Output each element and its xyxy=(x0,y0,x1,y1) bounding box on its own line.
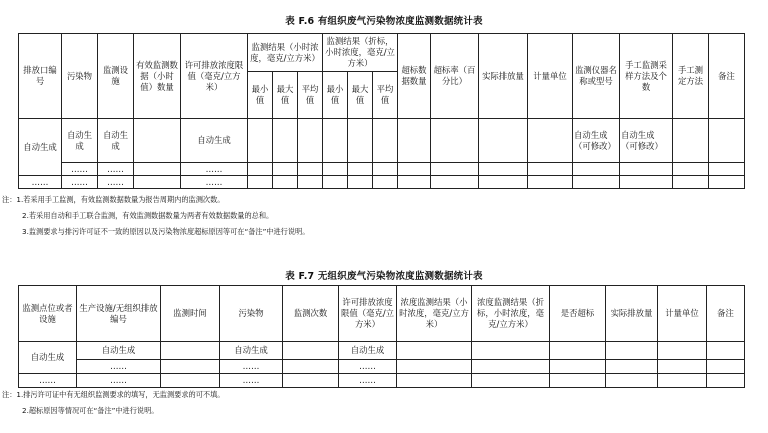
cell-instrument: 自动生成（可修改） xyxy=(573,119,620,163)
cell-empty xyxy=(398,163,431,176)
cell-empty xyxy=(273,176,298,189)
header-avg: 平均值 xyxy=(373,72,398,119)
cell-empty xyxy=(248,176,273,189)
cell-empty xyxy=(323,176,348,189)
header-exceed-count: 超标数据数量 xyxy=(398,34,431,119)
header-pollutant: 污染物 xyxy=(220,286,283,342)
cell-ellipsis: …… xyxy=(62,176,98,189)
cell-empty xyxy=(161,374,220,388)
header-exceed-rate: 超标率（百分比） xyxy=(431,34,479,119)
cell-empty xyxy=(397,360,472,374)
cell-empty xyxy=(397,374,472,388)
table-row xyxy=(19,163,745,176)
header-exceed: 是否超标 xyxy=(550,286,606,342)
cell-empty xyxy=(283,360,339,374)
table-f7-title: 表 F.7 无组织废气污染物浓度监测数据统计表 xyxy=(285,271,483,282)
cell-empty xyxy=(348,176,373,189)
cell-ellipsis: …… xyxy=(339,374,397,388)
cell-empty xyxy=(606,374,658,388)
header-remark: 备注 xyxy=(707,286,745,342)
cell-empty xyxy=(673,163,709,176)
cell-empty xyxy=(528,176,573,189)
cell-empty xyxy=(323,163,348,176)
cell-empty xyxy=(134,163,181,176)
header-result-standard: 监测结果（折标，小时浓度，毫克/立方米） xyxy=(323,34,398,72)
header-manual-sampling: 手工监测采样方法及个数 xyxy=(620,34,673,119)
cell-empty xyxy=(248,163,273,176)
table-f7-note-1: 注：1.排污许可证中有无组织监测要求的填写，无监测要求的可不填。 xyxy=(2,390,225,399)
header-actual-emission: 实际排放量 xyxy=(606,286,658,342)
cell-empty xyxy=(550,342,606,360)
cell-empty xyxy=(479,119,528,163)
header-unit: 计量单位 xyxy=(528,34,573,119)
header-max: 最大值 xyxy=(273,72,298,119)
cell-manual-sampling: 自动生成（可修改） xyxy=(620,119,673,163)
header-monitoring-point: 监测点位或者设施 xyxy=(19,286,77,342)
cell-empty xyxy=(348,163,373,176)
table-f6-title: 表 F.6 有组织废气污染物浓度监测数据统计表 xyxy=(285,16,483,27)
cell-empty xyxy=(273,163,298,176)
cell-empty xyxy=(673,119,709,163)
cell-empty xyxy=(528,119,573,163)
table-f6-note-3: 3.监测要求与排污许可证不一致的原因以及污染物浓度超标原因等可在“备注”中进行说明。 xyxy=(22,227,310,236)
header-permit-limit: 许可排放浓度限值（毫克/立方米） xyxy=(181,34,248,119)
table-row xyxy=(19,374,745,388)
header-monitoring-time: 监测时间 xyxy=(161,286,220,342)
cell-empty xyxy=(373,176,398,189)
cell-pollutant: 自动生成 xyxy=(62,119,98,163)
header-avg: 平均值 xyxy=(298,72,323,119)
cell-empty xyxy=(398,119,431,163)
cell-empty xyxy=(298,163,323,176)
cell-ellipsis: …… xyxy=(181,176,248,189)
cell-empty xyxy=(273,119,298,163)
cell-empty xyxy=(620,176,673,189)
header-production-facility: 生产设施/无组织排放编号 xyxy=(77,286,161,342)
header-result-hourly: 监测结果（小时浓度，毫克/立方米） xyxy=(248,34,323,72)
cell-empty xyxy=(709,176,745,189)
cell-ellipsis: …… xyxy=(339,360,397,374)
header-result: 浓度监测结果（小时浓度，毫克/立方米） xyxy=(397,286,472,342)
header-actual-emission: 实际排放量 xyxy=(479,34,528,119)
cell-empty xyxy=(431,119,479,163)
cell-pollutant: 自动生成 xyxy=(220,342,283,360)
cell-ellipsis: …… xyxy=(62,163,98,176)
cell-empty xyxy=(606,360,658,374)
header-permit-limit: 许可排放浓度限值（毫克/立方米） xyxy=(339,286,397,342)
cell-empty xyxy=(472,342,550,360)
cell-empty xyxy=(573,163,620,176)
table-f7-header-row xyxy=(19,286,745,342)
cell-empty xyxy=(283,342,339,360)
cell-empty xyxy=(248,119,273,163)
cell-empty xyxy=(472,360,550,374)
cell-ellipsis: …… xyxy=(181,163,248,176)
cell-empty xyxy=(479,176,528,189)
cell-empty xyxy=(658,374,707,388)
table-f6 xyxy=(18,33,745,189)
header-pollutant: 污染物 xyxy=(62,34,98,119)
header-unit: 计量单位 xyxy=(658,286,707,342)
cell-empty xyxy=(298,176,323,189)
cell-empty xyxy=(398,176,431,189)
cell-empty xyxy=(283,374,339,388)
table-f6-note-1: 注：1.若采用手工监测，有效监测数据数量为报告周期内的监测次数。 xyxy=(2,195,225,204)
cell-facility: 自动生成 xyxy=(77,342,161,360)
table-f6-note-2: 2.若采用自动和手工联合监测，有效监测数据数量为两者有效数据数量的总和。 xyxy=(22,211,274,220)
cell-empty xyxy=(161,342,220,360)
cell-facility: 自动生成 xyxy=(98,119,134,163)
header-instrument: 监测仪器名称或型号 xyxy=(573,34,620,119)
cell-empty xyxy=(709,119,745,163)
table-row xyxy=(19,119,745,163)
cell-point: 自动生成 xyxy=(19,342,77,374)
cell-empty xyxy=(431,163,479,176)
cell-empty xyxy=(397,342,472,360)
cell-empty xyxy=(550,360,606,374)
header-result-standard: 浓度监测结果（折标，小时浓度，毫克/立方米） xyxy=(472,286,550,342)
header-outlet-id: 排放口编号 xyxy=(19,34,62,119)
cell-limit: 自动生成 xyxy=(339,342,397,360)
cell-ellipsis: …… xyxy=(77,374,161,388)
cell-empty xyxy=(528,163,573,176)
cell-empty xyxy=(479,163,528,176)
cell-outlet: 自动生成 xyxy=(19,119,62,176)
table-row xyxy=(19,176,745,189)
cell-empty xyxy=(658,360,707,374)
cell-ellipsis: …… xyxy=(19,176,62,189)
cell-empty xyxy=(620,163,673,176)
cell-empty xyxy=(707,360,745,374)
header-monitoring-facility: 监测设施 xyxy=(98,34,134,119)
table-row xyxy=(19,342,745,360)
table-f7-note-2: 2.超标原因等情况可在“备注”中进行说明。 xyxy=(22,406,159,415)
cell-ellipsis: …… xyxy=(77,360,161,374)
cell-ellipsis: …… xyxy=(220,360,283,374)
header-min: 最小值 xyxy=(248,72,273,119)
header-monitoring-count: 监测次数 xyxy=(283,286,339,342)
cell-limit: 自动生成 xyxy=(181,119,248,163)
table-f6-header-row xyxy=(19,34,745,72)
header-valid-count: 有效监测数据（小时值）数量 xyxy=(134,34,181,119)
cell-empty xyxy=(134,176,181,189)
cell-ellipsis: …… xyxy=(19,374,77,388)
cell-empty xyxy=(431,176,479,189)
cell-empty xyxy=(707,342,745,360)
cell-empty xyxy=(134,119,181,163)
cell-empty xyxy=(573,176,620,189)
header-min: 最小值 xyxy=(323,72,348,119)
cell-empty xyxy=(161,360,220,374)
header-remark: 备注 xyxy=(709,34,745,119)
cell-empty xyxy=(373,163,398,176)
table-row xyxy=(19,360,745,374)
cell-empty xyxy=(550,374,606,388)
cell-empty xyxy=(348,119,373,163)
cell-empty xyxy=(323,119,348,163)
table-f7 xyxy=(18,285,745,388)
cell-empty xyxy=(709,163,745,176)
cell-empty xyxy=(373,119,398,163)
header-max: 最大值 xyxy=(348,72,373,119)
cell-empty xyxy=(606,342,658,360)
cell-empty xyxy=(658,342,707,360)
cell-empty xyxy=(707,374,745,388)
cell-ellipsis: …… xyxy=(98,163,134,176)
cell-empty xyxy=(472,374,550,388)
cell-ellipsis: …… xyxy=(98,176,134,189)
header-manual-method: 手工测定方法 xyxy=(673,34,709,119)
cell-ellipsis: …… xyxy=(220,374,283,388)
cell-empty xyxy=(298,119,323,163)
cell-empty xyxy=(673,176,709,189)
